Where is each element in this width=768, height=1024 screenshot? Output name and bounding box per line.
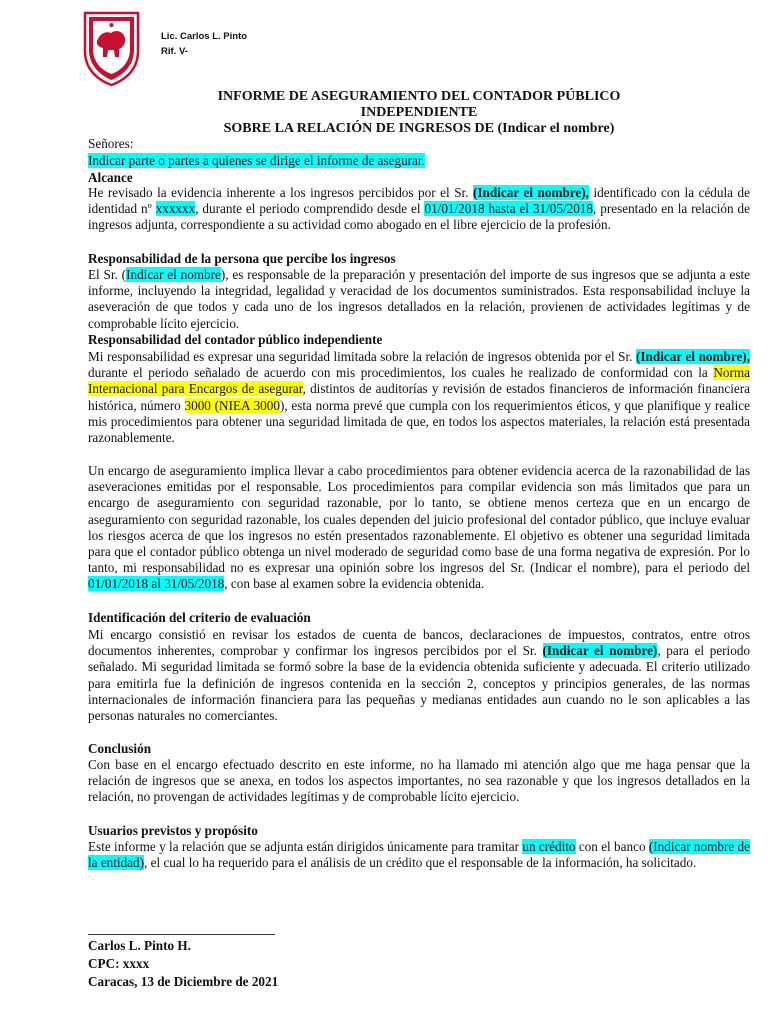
text-run: , durante el periodo comprendido desde el <box>195 201 425 217</box>
placeholder-name-highlight: Indicar el nombre <box>126 267 221 282</box>
placeholder-name-highlight: (Indicar el nombre), <box>473 185 589 200</box>
credit-highlight: un crédito <box>522 839 576 854</box>
signature-name: Carlos L. Pinto H. <box>88 938 191 953</box>
text-run: Mi responsabilidad es expresar una seguridad limitada sobre la relación de ingresos obtenida por el Sr. <box>88 349 637 364</box>
report-title-line2: INDEPENDIENTE <box>360 105 478 120</box>
header-name: Lic. Carlos L. Pinto <box>161 31 248 42</box>
text-run: , el cual lo ha requerido para el análisis de un crédito que el responsable de la información, ha solicitado. <box>144 855 697 871</box>
section-heading-usuarios: Usuarios previstos y propósito <box>88 823 258 838</box>
section-heading-alcance: Alcance <box>88 170 133 185</box>
text-run: identificado con la cédula de identidad nº <box>88 185 750 217</box>
placeholder-id-highlight: xxxxxx <box>155 201 196 217</box>
section-heading-conclusion: Conclusión <box>88 741 152 756</box>
text-run: , para el periodo señalado. Mi seguridad limitada se formó sobre la base de la evidencia obtenida suficiente y adecuada. El criterio utilizado para emitirla fue la definición de ingresos contenida en la sección 2, conceptos y principios generales, de las normas internacionales de información financiera para las pequeñas y medianas entidades aun cuando no le son aplicables a las personas naturales no comerciantes. <box>88 643 751 724</box>
greeting: Señores: <box>88 136 134 151</box>
text-run: Mi encargo consistió en revisar los estados de cuenta de bancos, declaraciones de impuestos, contratos, entre otros documentos inherentes, comprobar y confirmar los ingresos percibidos por el Sr. <box>88 627 750 659</box>
paragraph-usuarios <box>88 839 750 871</box>
signature-place-date: Caracas, 13 de Diciembre de 2021 <box>88 974 279 989</box>
placeholder-name-highlight: (Indicar el nombre) <box>542 643 658 659</box>
paragraph-alcance <box>88 185 750 234</box>
header-rif: Rif. V- <box>161 46 188 57</box>
text-run: , distintos de auditorías y revisión de estados financieros de información financiera histórica, número <box>88 381 750 413</box>
report-title-line3-name: (Indicar el nombre) <box>497 121 615 136</box>
report-title-line1: INFORME DE ASEGURAMIENTO DEL CONTADOR PÚBLICO <box>217 89 621 104</box>
text-run: con el banco <box>575 839 649 854</box>
text-run: ), es responsable de la preparación y presentación del importe de sus ingresos que se adjunta a este informe, incluyendo la integridad, legalidad y veracidad de los documentos suministrados. Esta responsabilidad incluye la aseveración de que todos y cada uno de los ingresos detallados en la relación, provienen de actividades legítimas y de comprobable lícito ejercicio. <box>88 267 750 331</box>
text-run: , presentado en la relación de ingresos adjunta, correspondiente a su actividad como abogado en el libre ejercicio de la profesión. <box>88 201 750 233</box>
addressee <box>88 153 750 169</box>
paragraph-resp-persona <box>88 267 750 332</box>
paragraph-encargo <box>88 463 750 593</box>
paragraph-criterio <box>88 627 750 724</box>
institution-seal-logo <box>83 11 140 87</box>
text-run: El Sr. ( <box>88 267 127 282</box>
paragraph-conclusion: Con base en el encargo efectuado descrito en este informe, no ha llamado mi atención algo que me haga pensar que la relación de ingresos que se anexa, en todos los aspectos importantes, no sea razonable y que los ingresos detallados en la relación, no provengan de actividades legítimas y de comprobable lícito ejercicio. <box>88 757 750 805</box>
text-run: , con base al examen sobre la evidencia obtenida. <box>224 576 485 592</box>
section-heading-resp-contador: Responsabilidad del contador público independiente <box>88 332 383 347</box>
text-run: durante el periodo señalado de acuerdo con mis procedimientos, los cuales he realizado de conformidad con la <box>88 365 714 381</box>
text-run: Este informe y la relación que se adjunta están dirigidos únicamente para tramitar <box>88 839 523 854</box>
norm-number-highlight: 3000 (NIEA 3000 <box>184 397 280 413</box>
placeholder-name-highlight: (Indicar el nombre), <box>636 349 750 364</box>
section-heading-criterio: Identificación del criterio de evaluación <box>88 610 311 625</box>
report-title-line3 <box>88 120 750 137</box>
text-run: Un encargo de aseguramiento implica llevar a cabo procedimientos para obtener evidencia acerca de la razonabilidad de las aseveraciones emitidas por el responsable. Los procedimientos para compilar evidencia son más limitados que para un encargo de aseguramiento con seguridad razonable, por lo tanto, se obtiene menos certeza que en un encargo de aseguramiento con seguridad razonable, los cuales dependen del juicio profesional del contador público, que incluye evaluar los riesgos acerca de que los ingresos no estén presentados razonablemente. El objetivo es obtener una seguridad limitada para que el contador público obtenga un nivel moderado de seguridad como base de una forma negativa de expresión. Por lo tanto, mi responsabilidad no es expresar una opinión sobre los ingresos del Sr. (Indicar el nombre), para el periodo del <box>88 463 750 576</box>
signature-cpc: CPC: xxxx <box>88 956 150 971</box>
norm-highlight: Norma Internacional para Encargos de asegurar <box>88 365 750 397</box>
period-highlight: 01/01/2018 hasta el 31/05/2018 <box>424 201 594 217</box>
section-heading-resp-persona: Responsabilidad de la persona que percibe los ingresos <box>88 251 396 266</box>
text-run: ), esta norma prevé que cumpla con los requerimientos éticos, y que planifique y realice mis procedimientos para obtener una seguridad limitada de que, en todos los aspectos materiales, la relación está presentada razonablemente. <box>88 397 750 446</box>
report-title-line3-text: SOBRE LA RELACIÓN DE INGRESOS DE <box>223 121 498 136</box>
addressee-highlight: Indicar parte o partes a quienes se dirige el informe de asegurar. <box>88 153 425 168</box>
signature-line <box>88 934 275 935</box>
paragraph-resp-contador <box>88 349 750 446</box>
bank-placeholder-highlight: (Indicar nombre de la entidad) <box>88 839 750 871</box>
period-highlight: 01/01/2018 al 31/05/2018 <box>88 576 225 592</box>
text-run: He revisado la evidencia inherente a los ingresos percibidos por el Sr. <box>88 185 474 200</box>
